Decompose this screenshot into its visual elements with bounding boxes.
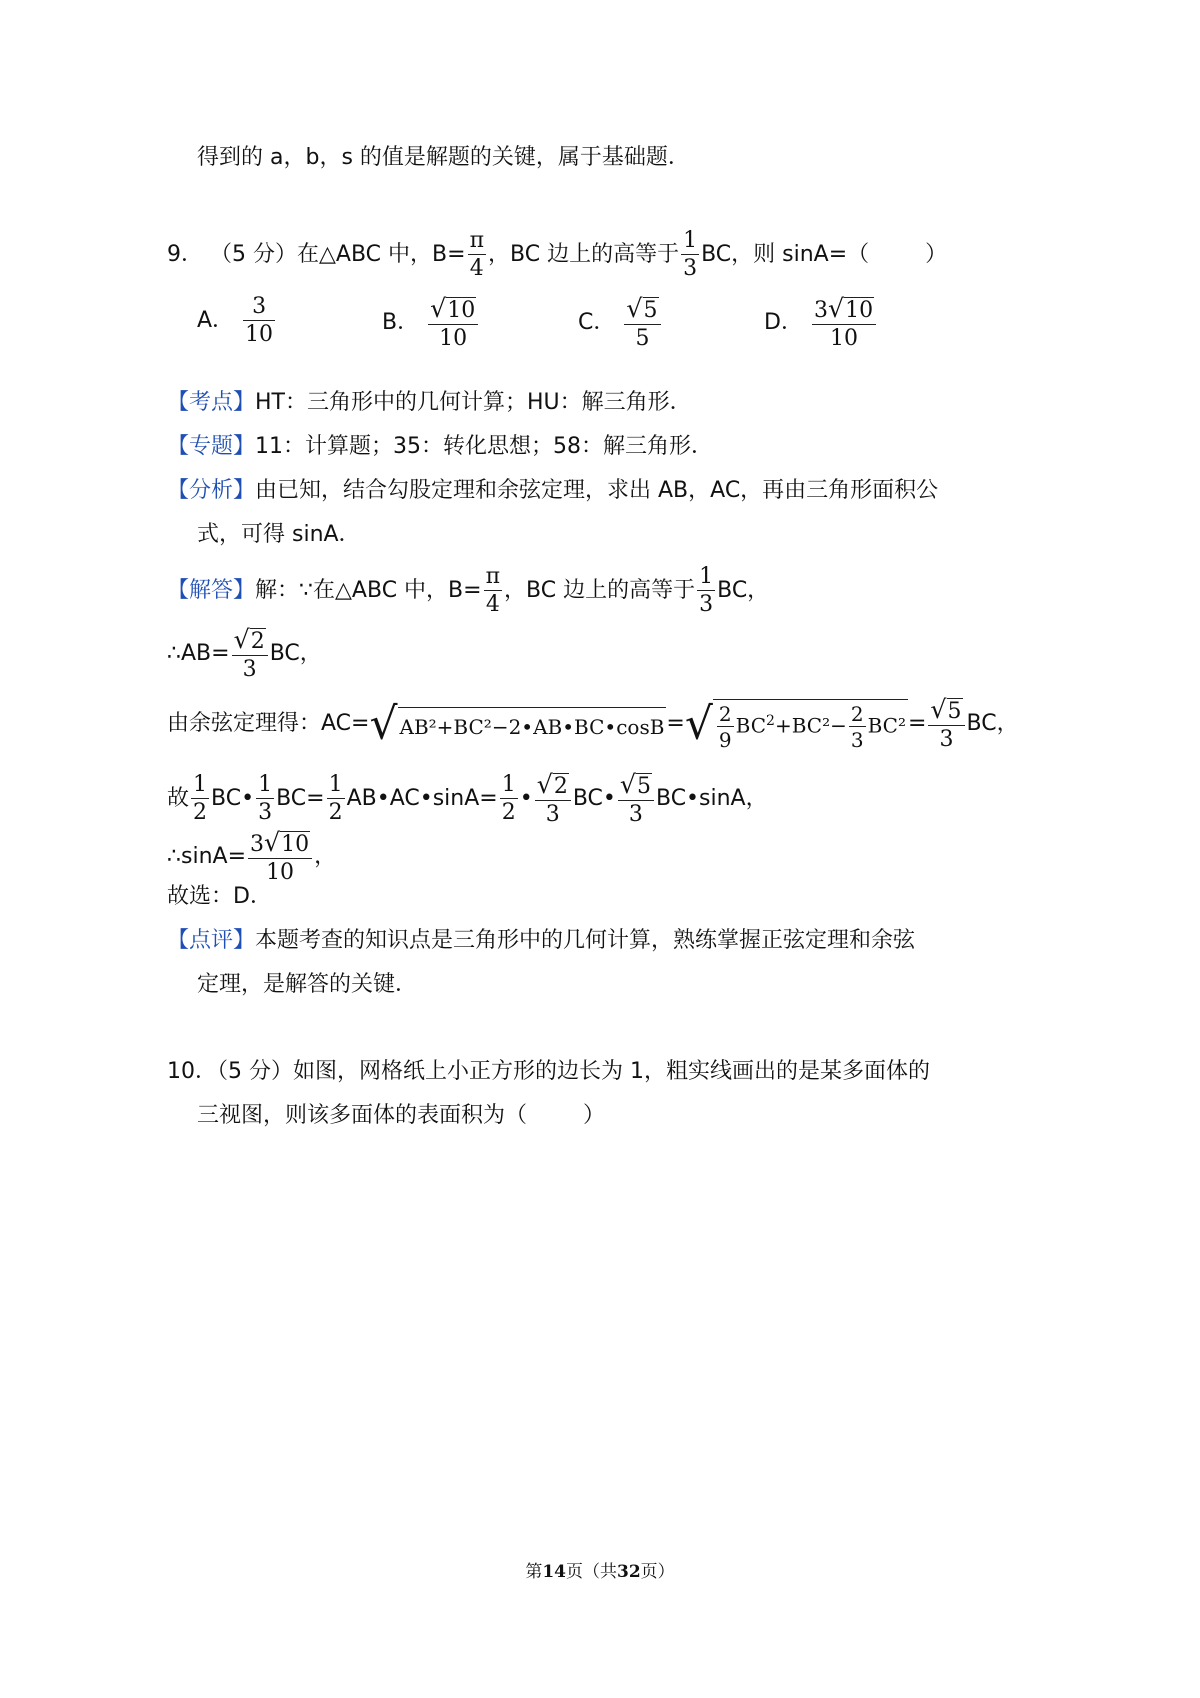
ac-radical-2: √ $\frac{2}{9}$ $BC^2+BC^2-$ $\frac{2}{3}$ BC²	[684, 698, 906, 752]
fraction-root5-over-3: $\frac{√5}{3}$	[618, 772, 654, 826]
fenxi	[167, 476, 938, 506]
sin-suffix: ，	[314, 844, 337, 869]
dianping	[167, 926, 915, 956]
option-a-label: A．	[197, 308, 235, 333]
fraction-half: $\frac{1}{2}$	[328, 772, 343, 825]
fraction-one-third: $\frac{1}{3}$	[699, 564, 714, 617]
page-number: 14	[542, 1562, 566, 1582]
option-d-value: $\frac{3√10}{10}$	[812, 296, 876, 350]
jieda	[167, 566, 769, 616]
fraction-root5-over-3: $\frac{√5}{3}$	[928, 697, 964, 751]
ac-radical-1: √ AB²+BC²−2•AB•BC•cosB	[369, 698, 665, 749]
fraction-pi-over-4: $\frac{\pi}{4}$	[469, 228, 485, 281]
option-c	[578, 296, 663, 350]
q9-text: BC，则 sinA=（	[701, 242, 870, 267]
fenxi-line2: 式，可得 sinA．	[197, 522, 361, 547]
q10-number: 10．	[167, 1059, 217, 1084]
dianping-text: 本题考查的知识点是三角形中的几何计算，熟练掌握正弦定理和余弦	[255, 928, 916, 953]
zhuanti	[167, 432, 713, 462]
fraction-one-third: $\frac{1}{3}$	[258, 772, 273, 825]
fenxi-tag: 【分析】	[167, 478, 256, 503]
sin-line	[167, 830, 336, 884]
fraction-half: $\frac{1}{2}$	[501, 772, 516, 825]
q9-text: 在△ABC 中，B=	[297, 242, 466, 267]
sin-prefix: ∴sinA=	[167, 844, 246, 869]
option-a-value: $\frac{3}{10}$	[245, 294, 274, 347]
ab-suffix: BC，	[269, 641, 322, 666]
ab-line	[167, 627, 322, 681]
ab-prefix: ∴AB=	[167, 641, 230, 666]
ac-prefix: 由余弦定理得：AC=	[167, 711, 370, 736]
option-a	[197, 296, 277, 346]
ac-suffix: BC，	[966, 711, 1019, 736]
q9-score: （5 分）	[210, 242, 297, 267]
kaodian-text: HT：三角形中的几何计算；HU：解三角形．	[255, 390, 692, 415]
option-c-label: C．	[578, 310, 616, 335]
q10-stem-line2: 三视图，则该多面体的表面积为（ ）	[197, 1103, 606, 1128]
dianping-tag: 【点评】	[167, 928, 256, 953]
fraction-3root10-over-10: $\frac{3√10}{10}$	[248, 830, 312, 884]
equals: =	[666, 711, 685, 736]
option-b-label: B．	[382, 310, 420, 335]
zhuanti-text: 11：计算题；35：转化思想；58：解三角形．	[255, 434, 713, 459]
kaodian	[167, 388, 692, 418]
jieda-text: 解：∵在△ABC 中，B=	[255, 578, 482, 603]
zhuanti-tag: 【专题】	[167, 434, 256, 459]
ac-line: 由余弦定理得：AC=√ AB²+BC²−2•AB•BC•cosB=√ $\frac{2}{9}$ $BC^2+BC^2-$ $\frac{2}{3}$ BC²= $\frac{√5}{3}$ BC，	[167, 695, 1019, 752]
q10-stem	[167, 1057, 930, 1087]
jieda-tag: 【解答】	[167, 578, 256, 603]
dianping-line2: 定理，是解答的关键．	[197, 972, 418, 997]
fraction-root2-over-3: $\frac{√2}{3}$	[535, 772, 571, 826]
q9-text: ）	[925, 242, 948, 267]
jieda-text: BC，	[717, 578, 770, 603]
option-b-value: $\frac{√10}{10}$	[428, 296, 478, 350]
kaodian-tag: 【考点】	[167, 390, 256, 415]
answer-choice: 故选：D．	[167, 884, 272, 909]
jieda-text: ，BC 边上的高等于	[504, 578, 696, 603]
page-total: 32	[617, 1562, 641, 1582]
q8-conclusion: 得到的 a，b，s 的值是解题的关键，属于基础题．	[197, 145, 690, 170]
gu-prefix: 故	[167, 786, 190, 811]
q10-text: （5 分）如图，网格纸上小正方形的边长为 1，粗实线画出的是某多面体的	[217, 1059, 930, 1084]
page-footer: 第14页（共32页）	[525, 1562, 675, 1582]
q9-number: 9．	[167, 242, 203, 267]
option-b	[382, 296, 480, 350]
option-c-value: $\frac{√5}{5}$	[624, 296, 660, 350]
fenxi-text: 由已知，结合勾股定理和余弦定理，求出 AB，AC，再由三角形面积公	[255, 478, 939, 503]
q9-stem	[167, 230, 947, 280]
fraction-root2-over-3: $\frac{√2}{3}$	[232, 627, 268, 681]
fraction-half: $\frac{1}{2}$	[193, 772, 208, 825]
option-d-label: D．	[764, 310, 803, 335]
option-d	[764, 296, 878, 350]
fraction-one-third: $\frac{1}{3}$	[683, 228, 698, 281]
q9-text: ，BC 边上的高等于	[488, 242, 680, 267]
area-line: 故 $\frac{1}{2}$ BC• $\frac{1}{3}$ BC= $\frac{1}{2}$ AB•AC•sinA= $\frac{1}{2}$ • $\frac{√2}{3}$ BC• $\frac{√5}{3}$ BC•sinA，	[167, 770, 768, 827]
fraction-pi-over-4: $\frac{\pi}{4}$	[485, 564, 501, 617]
